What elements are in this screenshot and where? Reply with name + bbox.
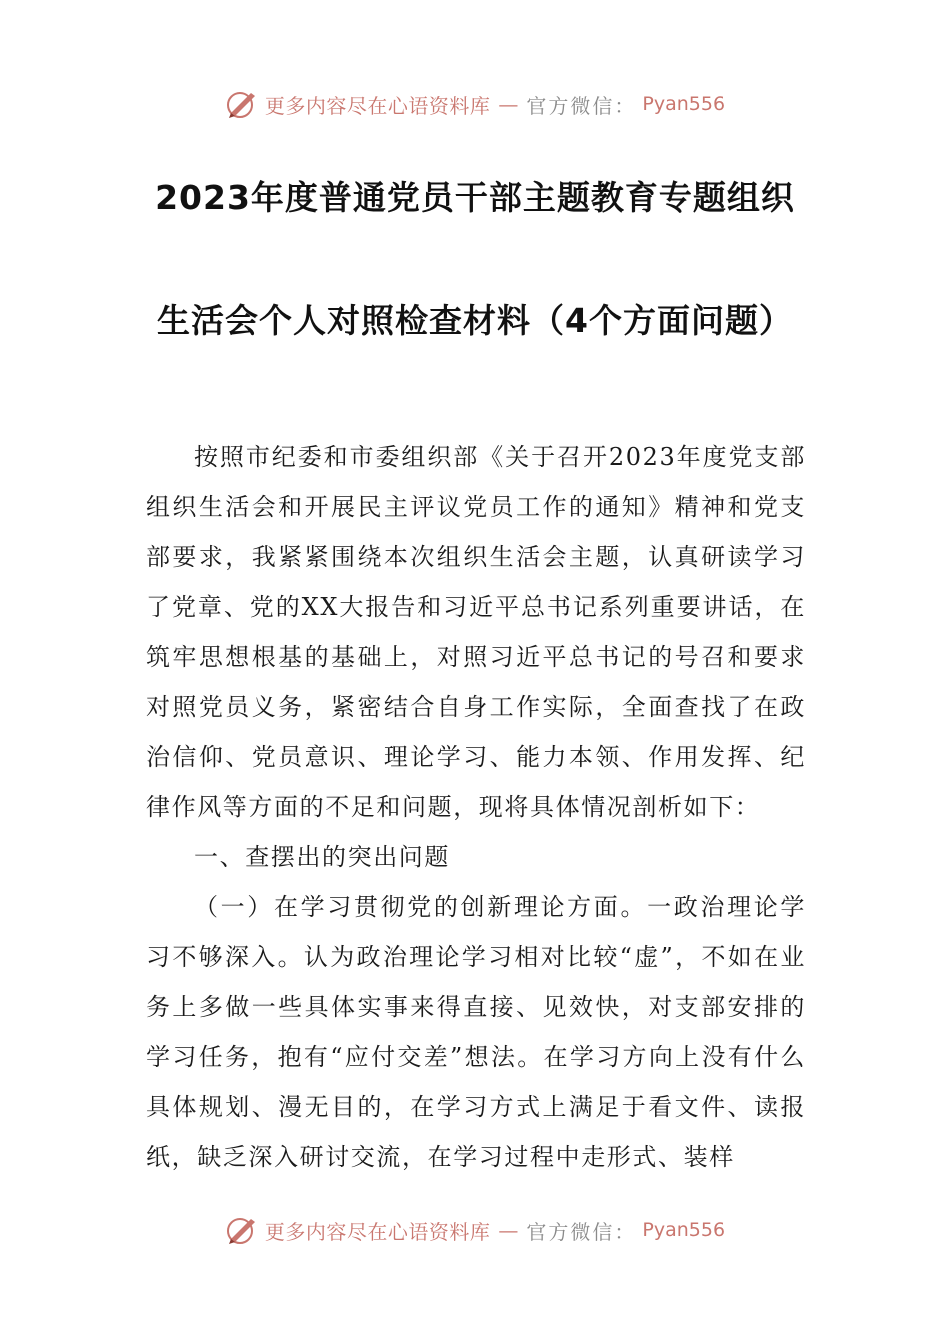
watermark-header <box>0 84 950 124</box>
document-title-line-1: 2023年度普通党员干部主题教育专题组织 <box>155 178 795 217</box>
watermark-dash: — <box>498 1218 519 1242</box>
watermark-wechat-id: Pyan556 <box>642 93 726 115</box>
document-title-line-2: 生活会个人对照检查材料（4个方面问题） <box>157 301 793 340</box>
watermark-footer <box>0 1210 950 1250</box>
subsection-paragraph: （一）在学习贯彻党的创新理论方面。一政治理论学习不够深入。认为政治理论学习相对比较“虚”，不如在业务上多做一些具体实事来得直接、见效快，对支部安排的学习任务，抱有“应付交差”想法。在学习方向上没有什么具体规划、漫无目的，在学习方式上满足于看文件、读报纸，缺乏深入研讨交流，在学习过程中走形式、装样 <box>146 893 806 1171</box>
section-heading: 一、查摆出的突出问题 <box>194 843 450 871</box>
document-body <box>146 432 806 1182</box>
watermark-wechat-id: Pyan556 <box>642 1219 726 1241</box>
watermark-brand: 更多内容尽在心语资料库 <box>264 1219 491 1244</box>
watermark-brand: 更多内容尽在心语资料库 <box>264 93 491 118</box>
intro-paragraph: 按照市纪委和市委组织部《关于召开2023年度党支部组织生活会和开展民主评议党员工作的通知》精神和党支部要求，我紧紧围绕本次组织生活会主题，认真研读学习了党章、党的XX大报告和习近平总书记系列重要讲话，在筑牢思想根基的基础上，对照习近平总书记的号召和要求对照党员义务，紧密结合自身工作实际，全面查找了在政治信仰、党员意识、理论学习、能力本领、作用发挥、纪律作风等方面的不足和问题，现将具体情况剖析如下： <box>146 443 806 821</box>
pen-logo-icon <box>225 1213 259 1247</box>
watermark-dash: — <box>498 92 519 116</box>
watermark-label: 官方微信： <box>526 1219 637 1244</box>
pen-logo-icon <box>225 87 259 121</box>
watermark-label: 官方微信： <box>526 93 637 118</box>
